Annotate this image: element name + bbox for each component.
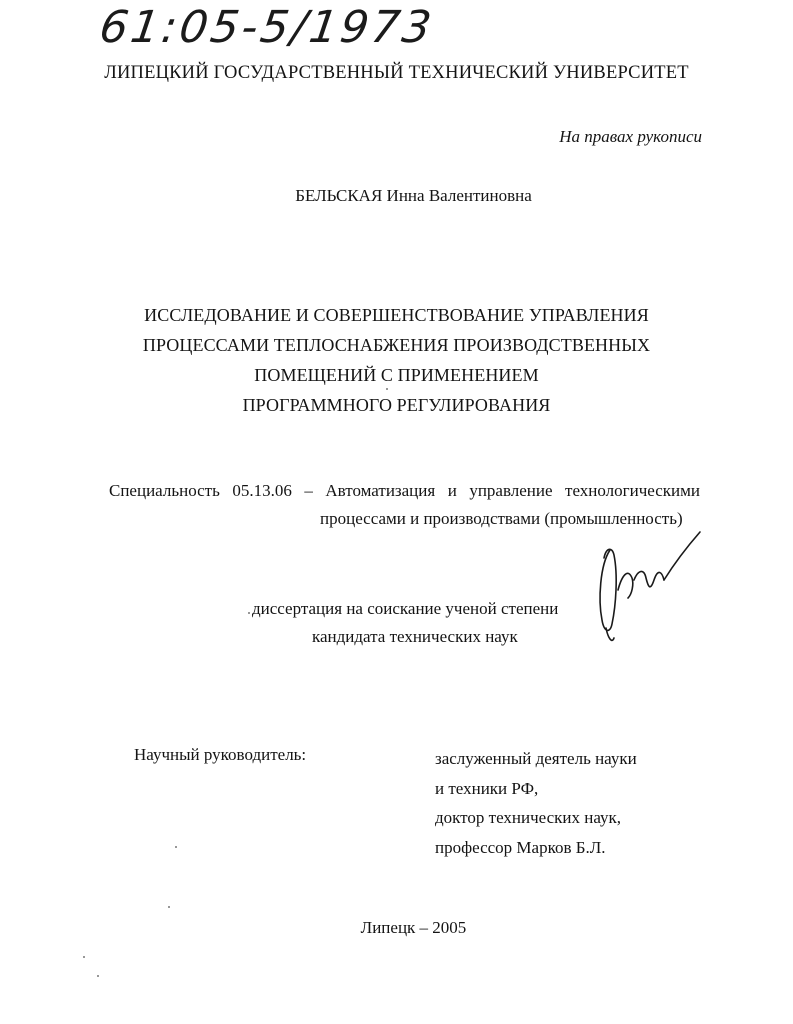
university-name: ЛИПЕЦКИЙ ГОСУДАРСТВЕННЫЙ ТЕХНИЧЕСКИЙ УНИВЕРСИТЕТ bbox=[104, 63, 689, 83]
scan-speck bbox=[175, 846, 177, 848]
title-line: ПРОГРАММНОГО РЕГУЛИРОВАНИЯ bbox=[242, 395, 551, 415]
scan-speck bbox=[248, 612, 250, 614]
scan-speck bbox=[168, 906, 170, 908]
dissertation-type-line-2: кандидата технических наук bbox=[312, 627, 518, 646]
supervisor-details bbox=[435, 744, 637, 862]
supervisor-detail-line: доктор технических наук, bbox=[435, 808, 622, 827]
supervisor-label: Научный руководитель: bbox=[134, 745, 307, 764]
dissertation-title bbox=[0, 300, 793, 420]
rights-note: На правах рукописи bbox=[559, 127, 702, 146]
specialty-line-1: Специальность 05.13.06 – Автоматизация и управление технологическими bbox=[109, 481, 700, 500]
title-line: ПРОЦЕССАМИ ТЕПЛОСНАБЖЕНИЯ ПРОИЗВОДСТВЕННЫХ bbox=[142, 335, 651, 355]
scan-speck bbox=[83, 956, 85, 958]
title-line: ИССЛЕДОВАНИЕ И СОВЕРШЕНСТВОВАНИЕ УПРАВЛЕНИЯ bbox=[144, 305, 649, 325]
archive-code: 61:05-5/1973 bbox=[96, 2, 438, 53]
title-line: ПОМЕЩЕНИЙ С ПРИМЕНЕНИЕМ bbox=[254, 365, 539, 385]
author-given-names: Инна Валентиновна bbox=[386, 186, 532, 205]
signature-icon bbox=[588, 520, 718, 650]
supervisor-detail-line: и техники РФ, bbox=[435, 778, 539, 798]
dissertation-type-line-1: диссертация на соискание ученой степени bbox=[252, 599, 559, 618]
author-surname: БЕЛЬСКАЯ bbox=[295, 186, 383, 205]
specialty-line-2: процессами и производствами (промышленность) bbox=[320, 509, 683, 528]
author-name bbox=[0, 186, 793, 206]
scan-speck bbox=[97, 975, 99, 977]
scan-speck bbox=[386, 388, 388, 390]
city-year: Липецк – 2005 bbox=[360, 918, 467, 937]
supervisor-detail-line: заслуженный деятель науки bbox=[435, 749, 637, 768]
supervisor-detail-line: профессор Марков Б.Л. bbox=[435, 837, 606, 857]
